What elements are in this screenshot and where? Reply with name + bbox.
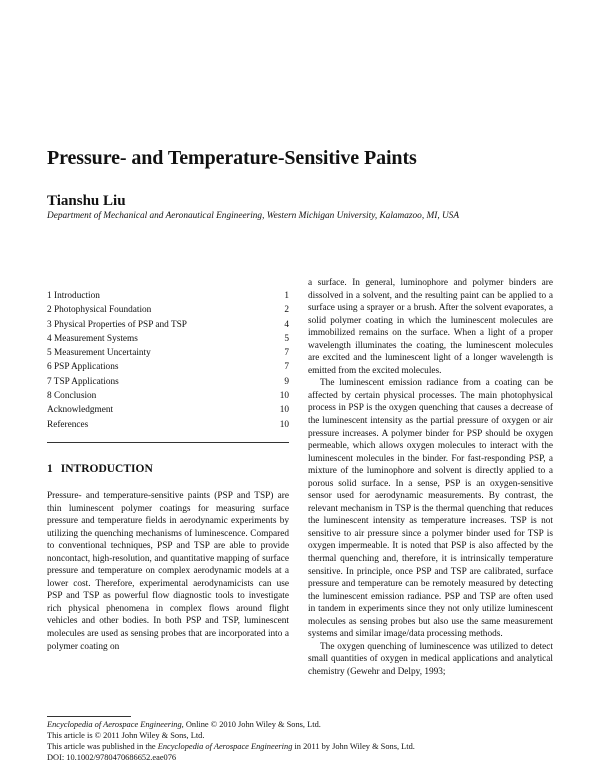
toc-page: 5 [284, 333, 289, 344]
section-number: 1 [47, 463, 53, 475]
toc-page: 10 [279, 405, 289, 416]
toc-divider [47, 442, 289, 443]
right-column [308, 277, 553, 679]
toc-label: 2 Photophysical Foundation [47, 305, 152, 316]
footer-divider [47, 716, 131, 717]
footer-doi: DOI: 10.1002/9780470686652.eae076 [47, 753, 177, 762]
footer-text: , Online © 2010 John Wiley & Sons, Ltd. [181, 720, 321, 729]
body-paragraph: The oxygen quenching of luminescence was utilized to detect small quantities of oxygen in medical applications and analytical chemistry (Gewehr and Delpy, 1993; [308, 641, 553, 677]
toc-entry[interactable] [47, 389, 289, 403]
toc-page: 4 [284, 319, 289, 330]
toc-page: 2 [284, 305, 289, 316]
section-heading [47, 463, 153, 475]
body-paragraph: a surface. In general, luminophore and polymer binders are dissolved in a solvent, and the resulting paint can be applied to a surface using a sprayer or a brush. After the solvent evaporates, a solid polymer coating in which the luminescent molecules are immobilized remains on the surface. When a light of a proper wavelength illuminates the coating, the luminescent molecules are excited and the luminescent light of a longer wavelength is emitted from the excited molecules. [308, 278, 553, 376]
table-of-contents [47, 289, 289, 432]
toc-entry[interactable] [47, 332, 289, 346]
footer-line [47, 719, 567, 730]
toc-label: Acknowledgment [47, 405, 114, 416]
toc-entry[interactable] [47, 318, 289, 332]
toc-label: 3 Physical Properties of PSP and TSP [47, 319, 187, 330]
footer-text: in 2011 by John Wiley & Sons, Ltd. [292, 742, 415, 751]
toc-page: 9 [284, 376, 289, 387]
toc-page: 10 [279, 391, 289, 402]
author-affiliation: Department of Mechanical and Aeronautical Engineering, Western Michigan University, Kalamazoo, MI, USA [47, 211, 460, 221]
section-title: INTRODUCTION [60, 463, 153, 475]
body-paragraph: Pressure- and temperature-sensitive paints (PSP and TSP) are thin luminescent polymer coatings for measuring surface pressure and temperature fields in aerodynamic experiments by utilizing the quenching mechanisms of luminescence. Compared to conventional techniques, PSP and TSP are able to provide noncontact, high-resolution, and quantitative mapping of surface pressure and temperature on complex aerodynamic models at a lower cost. Therefore, experimental aerodynamicists can use PSP and TSP as powerful flow diagnostic tools to investigate rich physical phenomena in complex flows around flight vehicles and other bodies. In both PSP and TSP, luminescent molecules are used as sensing probes that are incorporated into a polymer coating on [47, 491, 289, 652]
toc-entry[interactable] [47, 403, 289, 417]
toc-entry[interactable] [47, 418, 289, 432]
author-name: Tianshu Liu [47, 193, 126, 209]
article-title: Pressure- and Temperature-Sensitive Paints [47, 147, 417, 169]
toc-entry[interactable] [47, 375, 289, 389]
toc-entry[interactable] [47, 303, 289, 317]
footer-journal: Encyclopedia of Aerospace Engineering [157, 742, 293, 751]
toc-entry[interactable] [47, 346, 289, 360]
toc-label: 5 Measurement Uncertainty [47, 348, 151, 359]
footer-journal: Encyclopedia of Aerospace Engineering [47, 720, 182, 729]
toc-label: 4 Measurement Systems [47, 333, 138, 344]
toc-label: 8 Conclusion [47, 391, 97, 402]
toc-label: 7 TSP Applications [47, 376, 119, 387]
toc-page: 10 [279, 419, 289, 430]
footer-line: This article is © 2011 John Wiley & Sons, Ltd. [47, 731, 205, 740]
footer [47, 719, 567, 763]
toc-page: 7 [284, 348, 289, 359]
toc-label: 1 Introduction [47, 291, 100, 301]
toc-label: 6 PSP Applications [47, 362, 119, 373]
toc-page: 1 [284, 291, 289, 301]
footer-line [47, 741, 567, 752]
left-column [47, 490, 289, 653]
toc-page: 7 [284, 362, 289, 373]
footer-text: This article was published in the [47, 742, 158, 751]
toc-entry[interactable] [47, 289, 289, 303]
toc-label: References [47, 419, 89, 430]
body-paragraph: The luminescent emission radiance from a coating can be affected by certain physical processes. The main photophysical process in PSP is the oxygen quenching that causes a decrease of the luminescent intensity as the partial pressure of oxygen or air pressure increases. A polymer binder for PSP should be oxygen permeable, which allows oxygen molecules to interact with the luminescent molecules in the binder. For fast-responding PSP, a mixture of the luminophore and solvent is directly applied to a porous solid surface. In a sense, PSP is an oxygen-sensitive sensor used for aerodynamic measurements. By contrast, the relevant mechanism in TSP is the thermal quenching that reduces the luminescent intensity as temperature increases. TSP is not sensitive to air pressure since a polymer binder used for TSP is oxygen impermeable. It is noted that PSP is also affected by the thermal quenching and, therefore, it is intrinsically temperature sensitive. In principle, once PSP and TSP are calibrated, surface pressure and temperature can be remotely measured by detecting the luminescent emission radiance. PSP and TSP are often used in tandem in experiments since they not only utilize luminescent molecules as sensing probes but also use the same measurement systems and similar image/data processing methods. [308, 378, 553, 640]
toc-entry[interactable] [47, 360, 289, 374]
